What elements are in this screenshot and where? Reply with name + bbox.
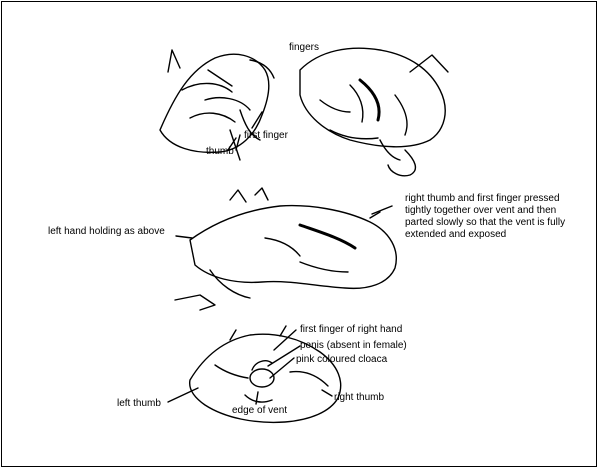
label-left-thumb: left thumb bbox=[117, 398, 161, 409]
label-first-finger: first finger bbox=[244, 130, 288, 141]
label-pink-cloaca: pink coloured cloaca bbox=[296, 354, 388, 365]
leader-left-hand bbox=[176, 236, 192, 238]
label-right-thumb: right thumb bbox=[334, 392, 385, 403]
leader-right-thumb-instruction bbox=[372, 206, 392, 214]
label-penis: penis (absent in female) bbox=[300, 340, 407, 351]
label-thumb: thumb bbox=[206, 146, 234, 157]
leader-cloaca bbox=[270, 358, 294, 378]
panel-3-hands-at-vent bbox=[175, 188, 396, 310]
label-first-finger-right-hand: first finger of right hand bbox=[300, 324, 403, 335]
label-left-hand-holding: left hand holding as above bbox=[48, 226, 165, 237]
panel-1-hand-holding-bird bbox=[160, 50, 274, 160]
label-right-thumb-instruction: right thumb and first finger pressed tightly together over vent and then parted slowly so that the vent is fully extended and exposed bbox=[405, 193, 566, 240]
label-edge-of-vent: edge of vent bbox=[232, 405, 288, 416]
panel-2-bird-inverted bbox=[300, 48, 448, 176]
leader-first-finger-right-hand bbox=[274, 330, 296, 350]
leader-right-thumb bbox=[322, 390, 332, 396]
label-fingers: fingers bbox=[289, 42, 320, 53]
